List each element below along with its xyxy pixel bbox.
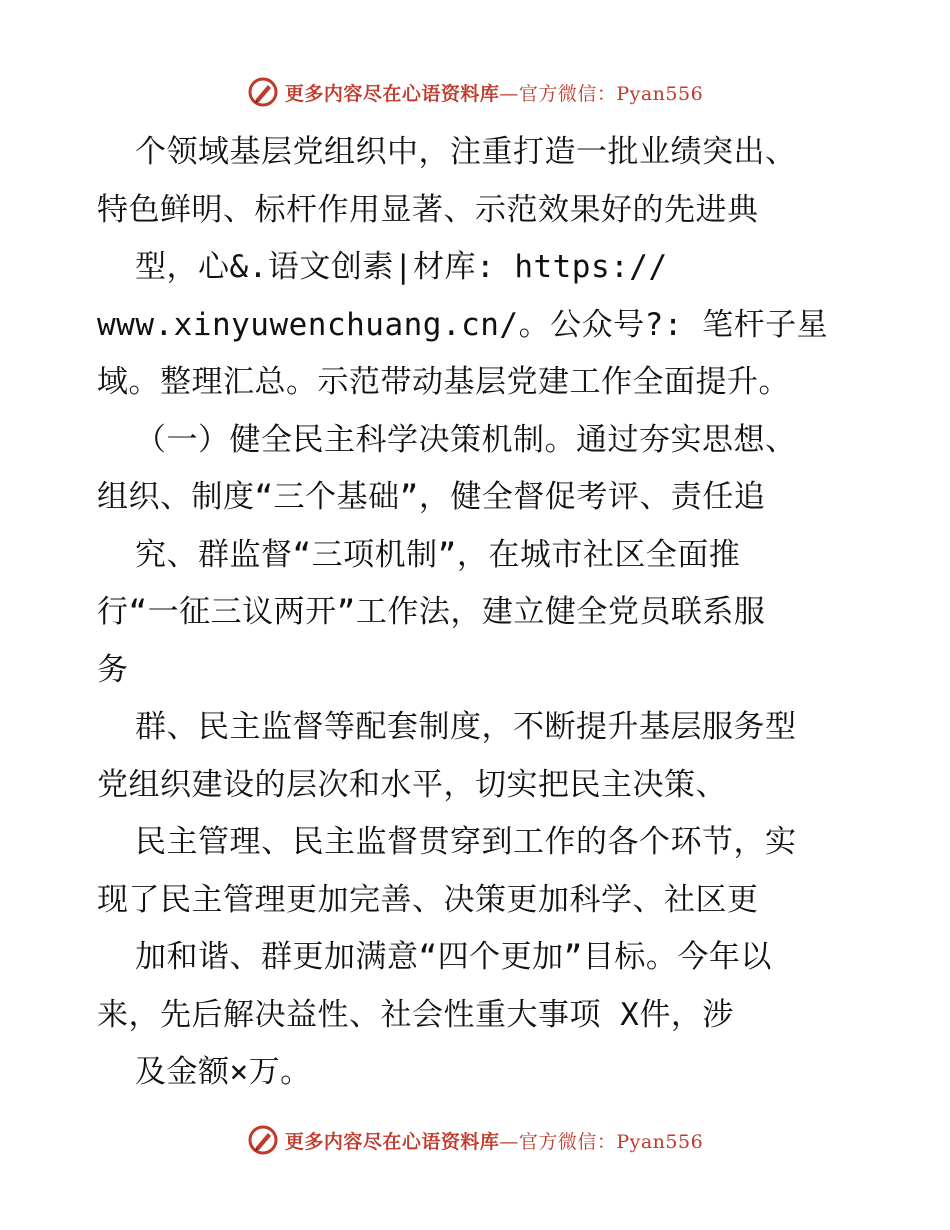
watermark-text: 更多内容尽在心语资料库—官方微信：Pyan556 [284, 82, 704, 105]
text-line: 究、群监督“三项机制”，在城市社区全面推 [135, 536, 741, 573]
pen-logo-icon [247, 1124, 279, 1156]
text-line: 组织、制度“三个基础”，健全督促考评、责任追 [97, 479, 766, 515]
text-line: www.xinyuwenchuang.cn/。公众号?: 笔杆子星 [97, 306, 829, 343]
watermark-text: 更多内容尽在心语资料库—官方微信：Pyan556 [284, 1130, 704, 1153]
text-line: 域。整理汇总。示范带动基层党建工作全面提升。 [97, 364, 790, 400]
text-line: 现了民主管理更加完善、决策更加科学、社区更 [97, 881, 759, 918]
text-line: 务 [97, 651, 129, 688]
text-line: 个领域基层党组织中，注重打造一批业绩突出、 [135, 134, 797, 170]
text-line: 行“一征三议两开”工作法，建立健全党员联系服 [97, 594, 766, 630]
text-line: 及金额×万。 [135, 1054, 312, 1090]
text-line: 群、民主监督等配套制度，不断提升基层服务型 [135, 709, 797, 745]
watermark-header [0, 72, 950, 112]
text-line: 特色鲜明、标杆作用显著、示范效果好的先进典 [97, 191, 759, 228]
text-line: 来，先后解决益性、社会性重大事项 X件，涉 [97, 996, 734, 1033]
watermark-footer [0, 1120, 950, 1160]
text-line: 党组织建设的层次和水平，切实把民主决策、 [97, 766, 727, 803]
text-line: 加和谐、群更加满意“四个更加”目标。今年以 [135, 939, 772, 975]
document-body [97, 124, 877, 1102]
pen-logo-icon [247, 76, 279, 108]
text-line: 型，心&.语文创素|材库: https:// [135, 249, 668, 285]
text-line: （一）健全民主科学决策机制。通过夯实思想、 [135, 421, 797, 458]
text-line: 民主管理、民主监督贯穿到工作的各个环节，实 [135, 824, 797, 860]
